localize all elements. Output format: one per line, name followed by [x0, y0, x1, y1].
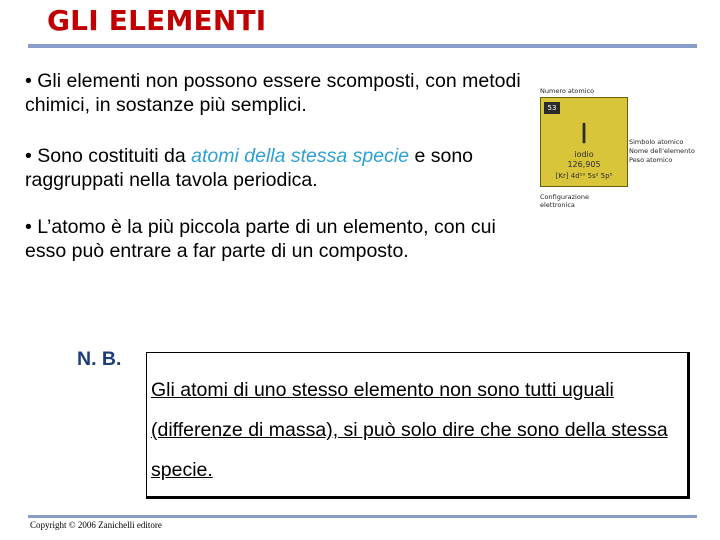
- bullet-2: [25, 144, 530, 192]
- bullet-2-before: • Sono costituiti da: [25, 145, 192, 167]
- element-tile-figure: [538, 87, 698, 217]
- nb-label: N. B.: [77, 348, 122, 370]
- element-mass: 126,905: [567, 160, 601, 169]
- atomic-number: 53: [544, 102, 560, 114]
- bottom-divider: [28, 515, 697, 518]
- configuration-caption: Configurazione elettronica: [540, 193, 589, 209]
- side-label-mass: Peso atomico: [629, 156, 673, 164]
- title-divider: [28, 44, 697, 48]
- atomic-number-caption: Numero atomico: [540, 87, 595, 95]
- element-symbol: I: [579, 117, 589, 150]
- note-text: Gli atomi di uno stesso elemento non sono tutti uguali (differenze di massa), si può solo dire che sono della stessa specie.: [151, 379, 668, 481]
- bullet-1: • Gli elementi non possono essere scomposti, con metodi chimici, in sostanze più semplici.: [25, 70, 521, 116]
- element-name: iodio: [574, 150, 594, 159]
- side-label-symbol: Simbolo atomico: [629, 138, 684, 146]
- bullet-2-after: e sono raggruppati nella tavola periodica.: [25, 145, 474, 191]
- element-configuration: [Kr] 4d¹⁰ 5s² 5p⁵: [555, 172, 613, 180]
- bullet-3: • L’atomo è la più piccola parte di un elemento, con cui esso può entrare a far parte di un composto.: [25, 216, 496, 262]
- side-label-name: Nome dell’elemento: [629, 147, 695, 155]
- copyright-text: Copyright © 2006 Zanichelli editore: [30, 520, 162, 530]
- tile-side-labels: [629, 138, 695, 165]
- note-box: [146, 352, 690, 499]
- slide-title: GLI ELEMENTI: [47, 4, 267, 37]
- bullet-2-highlight: atomi della stessa specie: [191, 145, 410, 167]
- element-tile: [540, 97, 628, 187]
